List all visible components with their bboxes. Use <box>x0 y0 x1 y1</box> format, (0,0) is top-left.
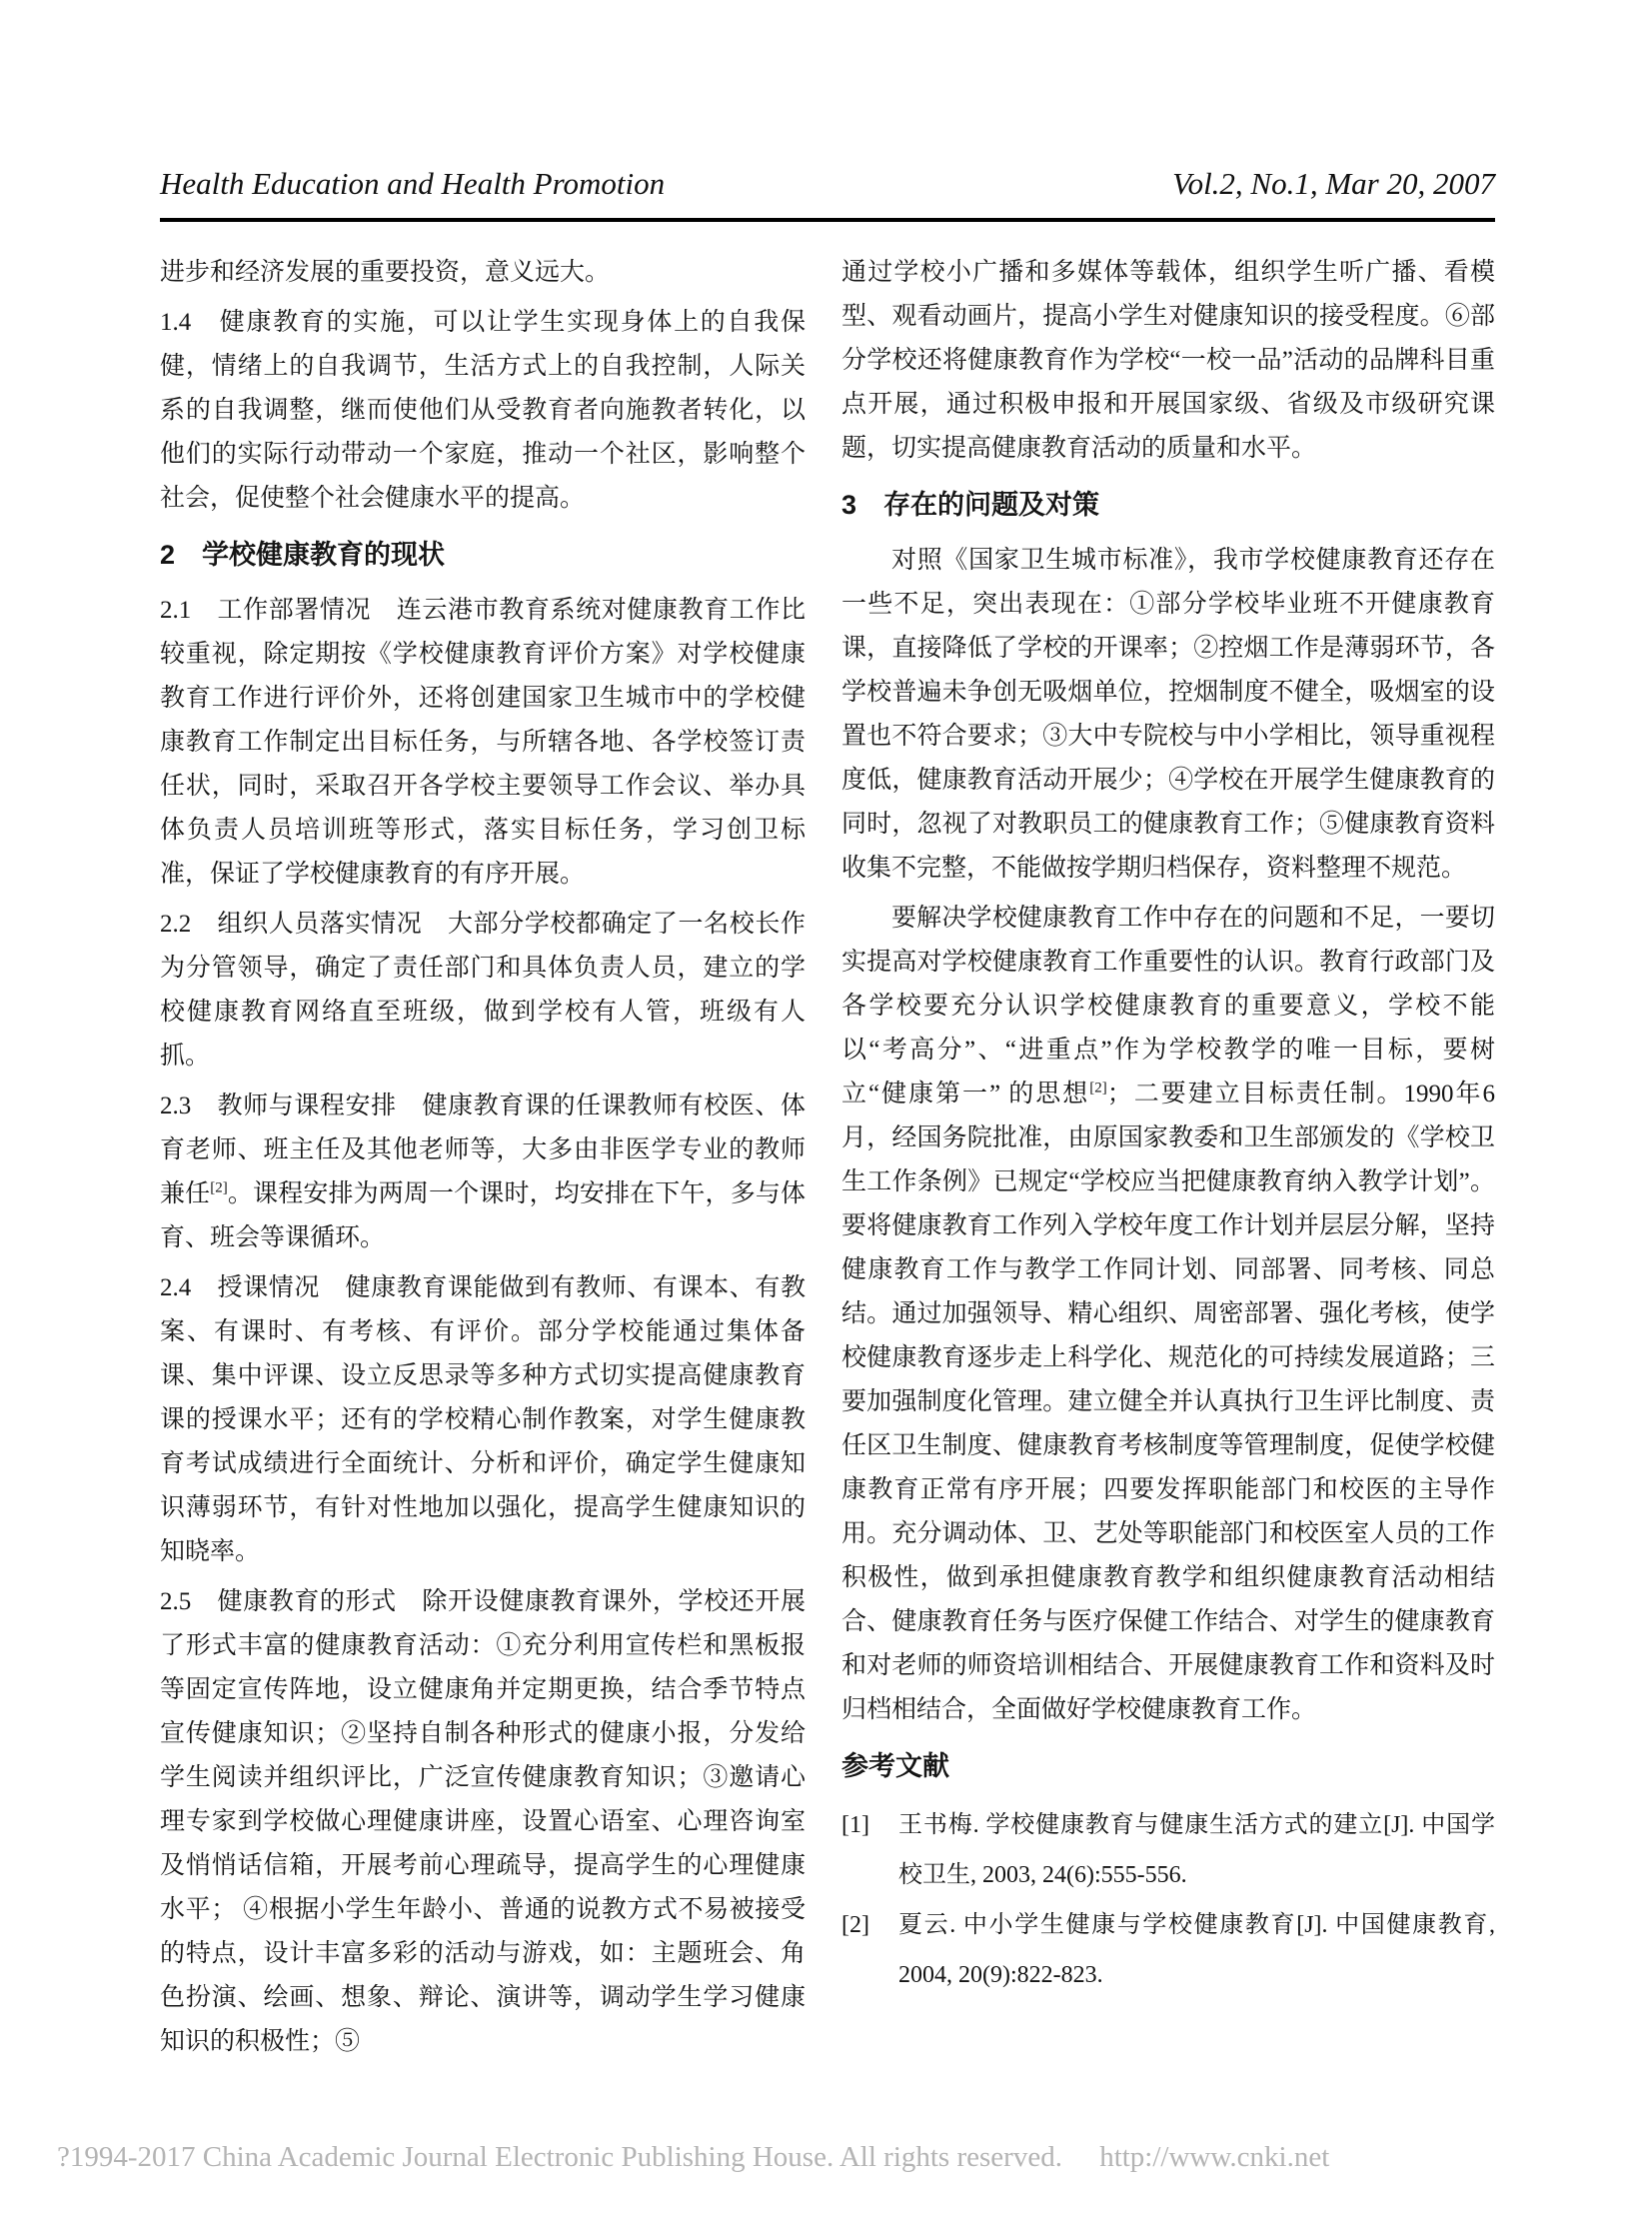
reference-text: 王书梅. 学校健康教育与健康生活方式的建立[J]. 中国学校卫生, 2003, 24(6):555-556. <box>898 1812 1495 1888</box>
citation-superscript: [2] <box>210 1179 228 1196</box>
text-run: 2.3 教师与课程安排 健康教育课的任课教师有校医、体育老师、班主任及其他老师等，大多由非医学专业的教师兼任 <box>160 1093 806 1207</box>
section-heading: 2 学校健康教育的现状 <box>160 540 446 570</box>
right-column <box>841 251 1495 2000</box>
reference-item <box>841 1900 1495 2000</box>
reference-marker: [1] <box>841 1812 869 1838</box>
paragraph: 进步和经济发展的重要投资，意义远大。 <box>160 259 611 286</box>
page-header <box>160 166 1495 202</box>
paragraph: 2.1 工作部署情况 连云港市教育系统对健康教育工作比较重视，除定期按《学校健康教育评价方案》对学校健康教育工作进行评价外，还将创建国家卫生城市中的学校健康教育工作制定出目标任务，与所辖各地、各学校签订责任状，同时，采取召开各学校主要领导工作会议、举办具体负责人员培训班等形式，落实目标任务，学习创卫标准，保证了学校健康教育的有序开展。 <box>160 597 806 888</box>
page-footer <box>57 2141 1329 2174</box>
reference-text: 夏云. 中小学生健康与学校健康教育[J]. 中国健康教育, 2004, 20(9):822-823. <box>898 1912 1495 1988</box>
paragraph: 1.4 健康教育的实施，可以让学生实现身体上的自我保健，情绪上的自我调节，生活方式上的自我控制，人际关系的自我调整，继而使他们从受教育者向施教者转化，以他们的实际行动带动一个家庭，推动一个社区，影响整个社会，促使整个社会健康水平的提高。 <box>160 309 806 512</box>
text-run: ；二要建立目标责任制。1990年6月，经国务院批准，由原国家教委和卫生部颁发的《学校卫生工作条例》已规定“学校应当把健康教育纳入教学计划”。要将健康教育工作列入学校年度工作计划并层层分解，坚持健康教育工作与教学工作同计划、同部署、同考核、同总结。通过加强领导、精心组织、周密部署、强化考核，使学校健康教育逐步走上科学化、规范化的可持续发展道路；三要加强制度化管理。建立健全并认真执行卫生评比制度、责任区卫生制度、健康教育考核制度等管理制度，促使学校健康教育正常有序开展；四要发挥职能部门和校医的主导作用。充分调动体、卫、艺处等职能部门和校医室人员的工作积极性，做到承担健康教育教学和组织健康教育活动相结合、健康教育任务与医疗保健工作结合、对学生的健康教育和对老师的师资培训相结合、开展健康教育工作和资料及时归档相结合，全面做好学校健康教育工作。 <box>841 1081 1495 1723</box>
text-run: 要解决学校健康教育工作中存在的问题和不足，一要切实提高对学校健康教育工作重要性的认识。教育行政部门及各学校要充分认识学校健康教育的重要意义，学校不能以“考高分”、“进重点”作为学校教学的唯一目标，要树立“健康第一” 的思想 <box>841 905 1495 1108</box>
text-run: 。课程安排为两周一个课时，均安排在下午，多与体育、班会等课循环。 <box>160 1180 806 1251</box>
reference-item <box>841 1800 1495 1900</box>
cnki-url: http://www.cnki.net <box>1099 2141 1330 2173</box>
reference-marker: [2] <box>841 1912 869 1938</box>
journal-title: Health Education and Health Promotion <box>160 166 666 201</box>
section-heading: 3 存在的问题及对策 <box>841 490 1100 520</box>
section-heading: 参考文献 <box>841 1751 949 1781</box>
paragraph: 对照《国家卫生城市标准》，我市学校健康教育还存在一些不足，突出表现在：①部分学校毕业班不开健康教育课，直接降低了学校的开课率；②控烟工作是薄弱环节，各学校普遍未争创无吸烟单位，控烟制度不健全，吸烟室的设置也不符合要求；③大中专院校与中小学相比，领导重视程度低，健康教育活动开展少；④学校在开展学生健康教育的同时，忽视了对教职员工的健康教育工作；⑤健康教育资料收集不完整，不能做按学期归档保存，资料整理不规范。 <box>841 547 1495 882</box>
paragraph: 2.4 授课情况 健康教育课能做到有教师、有课本、有教案、有课时、有考核、有评价。部分学校能通过集体备课、集中评课、设立反思录等多种方式切实提高健康教育课的授课水平；还有的学校精心制作教案，对学生健康教育考试成绩进行全面统计、分析和评价，确定学生健康知识薄弱环节，有针对性地加以强化，提高学生健康知识的知晓率。 <box>160 1274 806 1565</box>
left-column <box>160 251 806 2070</box>
paragraph <box>841 897 1495 1732</box>
paragraph: 通过学校小广播和多媒体等载体，组织学生听广播、看模型、观看动画片，提高小学生对健康知识的接受程度。⑥部分学校还将健康教育作为学校“一校一品”活动的品牌科目重点开展，通过积极申报和开展国家级、省级及市级研究课题，切实提高健康教育活动的质量和水平。 <box>841 259 1495 462</box>
issue-info: Vol.2, No.1, Mar 20, 2007 <box>1172 166 1495 201</box>
paragraph <box>160 1085 806 1260</box>
header-rule <box>160 218 1495 222</box>
paragraph: 2.5 健康教育的形式 除开设健康教育课外，学校还开展了形式丰富的健康教育活动：①充分利用宣传栏和黑板报等固定宣传阵地，设立健康角并定期更换，结合季节特点宣传健康知识；②坚持自制各种形式的健康小报，分发给学生阅读并组织评比，广泛宣传健康教育知识；③邀请心理专家到学校做心理健康讲座，设置心语室、心理咨询室及悄悄话信箱，开展考前心理疏导，提高学生的心理健康水平； ④根据小学生年龄小、普通的说教方式不易被接受的特点，设计丰富多彩的活动与游戏，如：主题班会、角色扮演、绘画、想象、辩论、演讲等，调动学生学习健康知识的积极性；⑤ <box>160 1588 806 2055</box>
citation-superscript: [2] <box>1089 1080 1107 1097</box>
paragraph: 2.2 组织人员落实情况 大部分学校都确定了一名校长作为分管领导，确定了责任部门和具体负责人员，建立的学校健康教育网络直至班级，做到学校有人管，班级有人抓。 <box>160 911 806 1070</box>
copyright-text: ?1994-2017 China Academic Journal Electronic Publishing House. All rights reserved. <box>57 2141 1062 2173</box>
